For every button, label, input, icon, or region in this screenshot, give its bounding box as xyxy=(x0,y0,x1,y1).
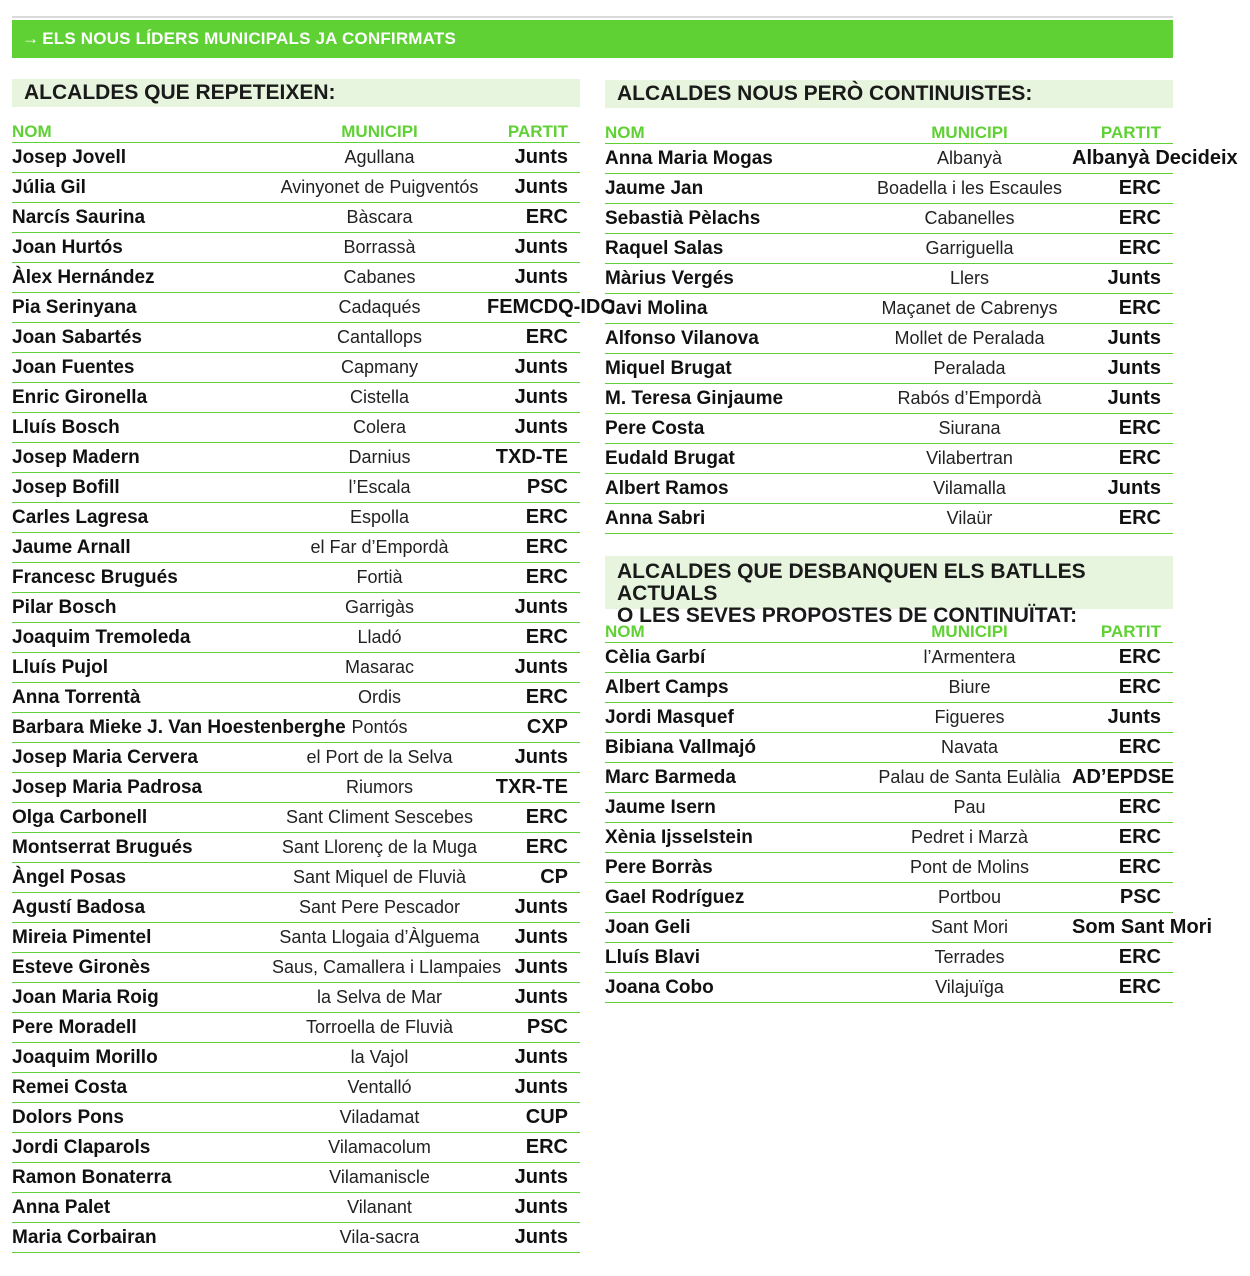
party-cell: PSC xyxy=(1119,886,1161,908)
party-cell: FEMCDQ-IDC xyxy=(487,296,615,318)
municipality-cell: Navata xyxy=(940,737,999,757)
name-cell: Cèlia Garbí xyxy=(605,646,706,668)
column-header-name: NOM xyxy=(605,123,645,142)
municipality-cell: Riumors xyxy=(345,777,413,797)
name-cell: M. Teresa Ginjaume xyxy=(605,387,784,409)
municipality-cell: Llers xyxy=(949,268,989,288)
municipality-cell: Ventalló xyxy=(347,1077,412,1097)
arrow-right-icon: → xyxy=(22,29,40,48)
table-row xyxy=(12,1223,580,1253)
party-cell: ERC xyxy=(1118,447,1161,469)
party-cell: ERC xyxy=(1118,736,1161,758)
name-cell: Carles Lagresa xyxy=(12,506,149,528)
name-cell: Jaume Jan xyxy=(605,177,704,199)
party-cell: ERC xyxy=(1118,946,1161,968)
table-header xyxy=(605,122,1173,144)
table-row xyxy=(12,293,615,323)
municipality-cell: Boadella i les Escaules xyxy=(876,178,1063,198)
name-cell: Bibiana Vallmajó xyxy=(605,736,756,758)
column-header-municipality: MUNICIPI xyxy=(931,622,1008,641)
table-row xyxy=(605,913,1213,943)
municipality-cell: Avinyonet de Puigventós xyxy=(280,177,479,197)
municipality-cell: Fortià xyxy=(356,567,403,587)
table-row xyxy=(12,683,580,713)
table-body xyxy=(605,643,1213,1003)
table-row xyxy=(12,1133,580,1163)
name-cell: Enric Gironella xyxy=(12,386,148,408)
party-cell: ERC xyxy=(1118,646,1161,668)
table-row xyxy=(605,204,1173,234)
top-rule xyxy=(12,16,1173,18)
party-cell: ERC xyxy=(1118,976,1161,998)
column-header-municipality: MUNICIPI xyxy=(931,123,1008,142)
party-cell: Junts xyxy=(514,176,568,198)
party-cell: Junts xyxy=(514,1046,568,1068)
name-cell: Remei Costa xyxy=(12,1076,128,1098)
party-cell: ERC xyxy=(525,1136,568,1158)
name-cell: Alfonso Vilanova xyxy=(605,327,759,349)
column-header-name: NOM xyxy=(605,622,645,641)
table-row xyxy=(12,1043,580,1073)
name-cell: Jaume Arnall xyxy=(12,536,131,558)
name-cell: Anna Sabri xyxy=(605,507,706,529)
party-cell: PSC xyxy=(526,1016,568,1038)
municipality-cell: Sant Llorenç de la Muga xyxy=(281,837,478,857)
party-cell: Junts xyxy=(514,266,568,288)
party-cell: ERC xyxy=(525,626,568,648)
name-cell: Lluís Bosch xyxy=(12,416,120,438)
name-cell: Ramon Bonaterra xyxy=(12,1166,172,1188)
municipality-cell: Pontós xyxy=(351,717,408,737)
municipality-cell: Vila-sacra xyxy=(339,1227,420,1247)
municipality-cell: Pau xyxy=(953,797,986,817)
municipality-cell: Portbou xyxy=(937,887,1002,907)
name-cell: Narcís Saurina xyxy=(12,206,146,228)
table-row xyxy=(12,953,580,983)
table-row xyxy=(605,703,1173,733)
table-row xyxy=(12,713,580,743)
municipality-cell: Albanyà xyxy=(936,148,1003,168)
municipality-cell: Rabós d’Empordà xyxy=(897,388,1042,408)
municipality-cell: l’Escala xyxy=(348,477,411,497)
table-row xyxy=(605,943,1173,973)
name-cell: Xènia Ijsselstein xyxy=(605,826,753,848)
column-header-party: PARTIT xyxy=(507,122,568,141)
party-cell: ERC xyxy=(525,506,568,528)
municipality-cell: Vilajuïga xyxy=(935,977,1004,997)
party-cell: Junts xyxy=(514,416,568,438)
party-cell: Junts xyxy=(514,1196,568,1218)
table-row xyxy=(12,653,580,683)
municipality-cell: Darnius xyxy=(348,447,411,467)
party-cell: Junts xyxy=(514,1166,568,1188)
page-banner xyxy=(12,20,1173,58)
name-cell: Miquel Brugat xyxy=(605,357,732,379)
table-row xyxy=(12,1073,580,1103)
party-cell: ERC xyxy=(525,326,568,348)
table-row xyxy=(605,444,1173,474)
table-row xyxy=(605,384,1173,414)
name-cell: Lluís Blavi xyxy=(605,946,701,968)
name-cell: Pia Serinyana xyxy=(12,296,137,318)
municipality-cell: Siurana xyxy=(938,418,1001,438)
municipality-cell: el Port de la Selva xyxy=(306,747,453,767)
municipality-cell: Garrigàs xyxy=(344,597,415,617)
party-cell: CXP xyxy=(526,716,568,738)
table-row xyxy=(605,504,1173,534)
party-cell: Junts xyxy=(1107,327,1161,349)
party-cell: ERC xyxy=(1118,237,1161,259)
party-cell: Junts xyxy=(1107,357,1161,379)
name-cell: Josep Maria Cervera xyxy=(12,746,198,768)
table-row xyxy=(12,473,580,503)
name-cell: Javi Molina xyxy=(605,297,708,319)
table-row xyxy=(12,803,580,833)
municipality-cell: Pedret i Marzà xyxy=(910,827,1029,847)
table-row xyxy=(12,833,580,863)
party-cell: Junts xyxy=(514,956,568,978)
table-row xyxy=(12,893,580,923)
party-cell: Junts xyxy=(514,386,568,408)
municipality-cell: Vilamalla xyxy=(933,478,1006,498)
name-cell: Anna Palet xyxy=(12,1196,111,1218)
party-cell: Som Sant Mori xyxy=(1072,916,1213,938)
municipality-cell: Saus, Camallera i Llampaies xyxy=(272,957,502,977)
name-cell: Esteve Gironès xyxy=(12,956,151,978)
municipality-cell: Pont de Molins xyxy=(909,857,1030,877)
municipality-cell: Cabanelles xyxy=(924,208,1015,228)
name-cell: Pere Costa xyxy=(605,417,705,439)
section-title xyxy=(605,556,1173,627)
name-cell: Lluís Pujol xyxy=(12,656,109,678)
name-cell: Dolors Pons xyxy=(12,1106,124,1128)
section-title: ALCALDES QUE REPETEIXEN: xyxy=(12,79,580,107)
name-cell: Joan Fuentes xyxy=(12,356,135,378)
municipality-cell: Vilamacolum xyxy=(328,1137,431,1157)
party-cell: ERC xyxy=(525,566,568,588)
name-cell: Francesc Brugués xyxy=(12,566,178,588)
municipality-cell: Torroella de Fluvià xyxy=(305,1017,454,1037)
table-row xyxy=(605,234,1173,264)
name-cell: Josep Maria Padrosa xyxy=(12,776,203,798)
municipality-cell: Vilaür xyxy=(946,508,993,528)
table-row xyxy=(12,773,580,803)
name-cell: Josep Madern xyxy=(12,446,140,468)
name-cell: Àlex Hernández xyxy=(12,266,155,288)
table-row xyxy=(12,1163,580,1193)
name-cell: Àngel Posas xyxy=(12,866,127,888)
column-header-municipality: MUNICIPI xyxy=(341,122,418,141)
party-cell: ERC xyxy=(1118,826,1161,848)
name-cell: Josep Bofill xyxy=(12,476,120,498)
municipality-cell: Colera xyxy=(352,417,407,437)
name-cell: Pilar Bosch xyxy=(12,596,117,618)
table-row xyxy=(12,743,580,773)
municipality-cell: Terrades xyxy=(934,947,1005,967)
party-cell: ERC xyxy=(1118,207,1161,229)
party-cell: ERC xyxy=(525,686,568,708)
municipality-cell: Sant Climent Sescebes xyxy=(285,807,474,827)
table-row xyxy=(12,533,580,563)
table-row xyxy=(605,673,1173,703)
table-body xyxy=(12,143,615,1253)
municipality-cell: Sant Mori xyxy=(930,917,1009,937)
party-cell: Junts xyxy=(514,236,568,258)
municipality-cell: Viladamat xyxy=(339,1107,420,1127)
party-cell: CP xyxy=(540,866,568,888)
name-cell: Pere Moradell xyxy=(12,1016,137,1038)
municipality-cell: Biure xyxy=(948,677,991,697)
table-row xyxy=(12,623,580,653)
name-cell: Maria Corbairan xyxy=(12,1226,157,1248)
table-row xyxy=(12,593,580,623)
table-body xyxy=(605,144,1238,534)
name-cell: Anna Maria Mogas xyxy=(605,147,773,169)
name-cell: Jaume Isern xyxy=(605,796,716,818)
table-row xyxy=(605,823,1173,853)
municipality-cell: Sant Miquel de Fluvià xyxy=(292,867,467,887)
party-cell: ERC xyxy=(1118,676,1161,698)
name-cell: Montserrat Brugués xyxy=(12,836,193,858)
party-cell: Junts xyxy=(514,1226,568,1248)
name-cell: Sebastià Pèlachs xyxy=(605,207,761,229)
name-cell: Josep Jovell xyxy=(12,146,127,168)
table-row xyxy=(605,763,1173,793)
name-cell: Agustí Badosa xyxy=(12,896,146,918)
name-cell: Olga Carbonell xyxy=(12,806,148,828)
party-cell: TXR-TE xyxy=(495,776,568,798)
party-cell: TXD-TE xyxy=(495,446,568,468)
table-header xyxy=(12,121,580,143)
table-row xyxy=(12,353,580,383)
column-header-party: PARTIT xyxy=(1100,123,1161,142)
party-cell: ERC xyxy=(1118,177,1161,199)
municipality-cell: Bàscara xyxy=(346,207,413,227)
table-row xyxy=(605,973,1173,1003)
table-row xyxy=(12,383,580,413)
table-row xyxy=(12,503,580,533)
continuists-section xyxy=(605,80,1238,534)
party-cell: Junts xyxy=(514,656,568,678)
table-row xyxy=(12,203,580,233)
table-row xyxy=(12,233,580,263)
municipality-cell: el Far d’Empordà xyxy=(310,537,449,557)
party-cell: ERC xyxy=(1118,796,1161,818)
municipality-cell: Garriguella xyxy=(925,238,1014,258)
municipality-cell: la Vajol xyxy=(350,1047,409,1067)
party-cell: Junts xyxy=(514,986,568,1008)
table-row xyxy=(12,173,580,203)
table-row xyxy=(12,1193,580,1223)
municipality-cell: Agullana xyxy=(344,147,415,167)
municipality-cell: Figueres xyxy=(934,707,1005,727)
party-cell: ERC xyxy=(525,806,568,828)
column-header-name: NOM xyxy=(12,122,52,141)
municipality-cell: Cadaqués xyxy=(338,297,421,317)
table-row xyxy=(605,264,1173,294)
municipality-cell: Sant Pere Pescador xyxy=(298,897,461,917)
table-row xyxy=(12,143,580,173)
name-cell: Joan Maria Roig xyxy=(12,986,159,1008)
name-cell: Jordi Claparols xyxy=(12,1136,151,1158)
municipality-cell: Ordis xyxy=(357,687,401,707)
section-title: ALCALDES NOUS PERÒ CONTINUISTES: xyxy=(605,80,1173,108)
municipality-cell: Santa Llogaia d’Àlguema xyxy=(279,927,480,947)
table-row xyxy=(12,1103,580,1133)
table-row xyxy=(12,323,580,353)
table-row xyxy=(12,443,580,473)
party-cell: Junts xyxy=(1107,706,1161,728)
table-row xyxy=(12,263,580,293)
table-row xyxy=(12,413,580,443)
table-row xyxy=(605,733,1173,763)
table-row xyxy=(605,414,1173,444)
municipality-cell: Borrassà xyxy=(343,237,416,257)
party-cell: ERC xyxy=(1118,856,1161,878)
municipality-cell: Cantallops xyxy=(336,327,423,347)
table-row xyxy=(605,294,1173,324)
name-cell: Joana Cobo xyxy=(605,976,714,998)
municipality-cell: Capmany xyxy=(340,357,419,377)
name-cell: Mireia Pimentel xyxy=(12,926,152,948)
table-row xyxy=(12,1013,580,1043)
municipality-cell: Peralada xyxy=(933,358,1006,378)
party-cell: PSC xyxy=(526,476,568,498)
municipality-cell: Vilanant xyxy=(347,1197,412,1217)
table-row xyxy=(12,863,580,893)
party-cell: ERC xyxy=(1118,297,1161,319)
party-cell: ERC xyxy=(1118,507,1161,529)
table-row xyxy=(605,853,1173,883)
name-cell: Raquel Salas xyxy=(605,237,724,259)
section-title-line-1: ALCALDES QUE DESBANQUEN ELS BATLLES ACTUALS xyxy=(617,560,1086,605)
name-cell: Màrius Vergés xyxy=(605,267,734,289)
table-row xyxy=(605,354,1173,384)
party-cell: Junts xyxy=(514,746,568,768)
party-cell: Junts xyxy=(514,926,568,948)
name-cell: Jordi Masquef xyxy=(605,706,734,728)
repeaters-section xyxy=(12,79,615,1253)
name-cell: Albert Ramos xyxy=(605,477,729,499)
table-row xyxy=(605,643,1173,673)
name-cell: Gael Rodríguez xyxy=(605,886,745,908)
name-cell: Júlia Gil xyxy=(12,176,86,198)
party-cell: Junts xyxy=(1107,387,1161,409)
party-cell: ERC xyxy=(1118,417,1161,439)
municipality-cell: Lladó xyxy=(357,627,402,647)
table-row xyxy=(12,563,580,593)
party-cell: ERC xyxy=(525,836,568,858)
party-cell: AD’EPDSE xyxy=(1072,766,1175,788)
name-cell: Eudald Brugat xyxy=(605,447,735,469)
municipality-cell: Cabanes xyxy=(343,267,416,287)
municipality-cell: Vilamaniscle xyxy=(329,1167,430,1187)
table-row xyxy=(605,174,1173,204)
name-cell: Marc Barmeda xyxy=(605,766,736,788)
name-cell: Barbara Mieke J. Van Hoestenberghe xyxy=(12,716,346,738)
party-cell: ERC xyxy=(525,206,568,228)
municipality-cell: Masarac xyxy=(344,657,415,677)
table-row xyxy=(605,144,1238,174)
table-header xyxy=(605,621,1173,643)
municipality-cell: l’Armentera xyxy=(923,647,1016,667)
table-row xyxy=(605,793,1173,823)
name-cell: Joan Geli xyxy=(605,916,691,938)
party-cell: Junts xyxy=(514,356,568,378)
party-cell: Junts xyxy=(514,1076,568,1098)
party-cell: Junts xyxy=(1107,477,1161,499)
party-cell: Junts xyxy=(1107,267,1161,289)
name-cell: Pere Borràs xyxy=(605,856,713,878)
table-row xyxy=(605,474,1173,504)
name-cell: Joaquim Tremoleda xyxy=(12,626,191,648)
party-cell: CUP xyxy=(525,1106,568,1128)
banner-title: ELS NOUS LÍDERS MUNICIPALS JA CONFIRMATS xyxy=(42,29,457,48)
party-cell: Junts xyxy=(514,146,568,168)
column-header-party: PARTIT xyxy=(1100,622,1161,641)
party-cell: Albanyà Decideix xyxy=(1072,147,1238,169)
name-cell: Joan Sabartés xyxy=(12,326,142,348)
table-row xyxy=(12,983,580,1013)
municipality-cell: Cistella xyxy=(349,387,410,407)
party-cell: ERC xyxy=(525,536,568,558)
municipality-cell: Palau de Santa Eulàlia xyxy=(878,767,1061,787)
party-cell: Junts xyxy=(514,596,568,618)
municipality-cell: Espolla xyxy=(349,507,410,527)
ousting-section xyxy=(605,556,1213,1003)
table-row xyxy=(605,883,1173,913)
municipality-cell: Maçanet de Cabrenys xyxy=(881,298,1058,318)
name-cell: Joaquim Morillo xyxy=(12,1046,158,1068)
section-title-line-2: O LES SEVES PROPOSTES DE CONTINUÏTAT: xyxy=(617,604,1078,627)
municipality-cell: Vilabertran xyxy=(926,448,1013,468)
name-cell: Albert Camps xyxy=(605,676,729,698)
table-row xyxy=(605,324,1173,354)
name-cell: Anna Torrentà xyxy=(12,686,141,708)
name-cell: Joan Hurtós xyxy=(12,236,123,258)
municipality-cell: Mollet de Peralada xyxy=(894,328,1045,348)
party-cell: Junts xyxy=(514,896,568,918)
table-row xyxy=(12,923,580,953)
municipality-cell: la Selva de Mar xyxy=(316,987,443,1007)
